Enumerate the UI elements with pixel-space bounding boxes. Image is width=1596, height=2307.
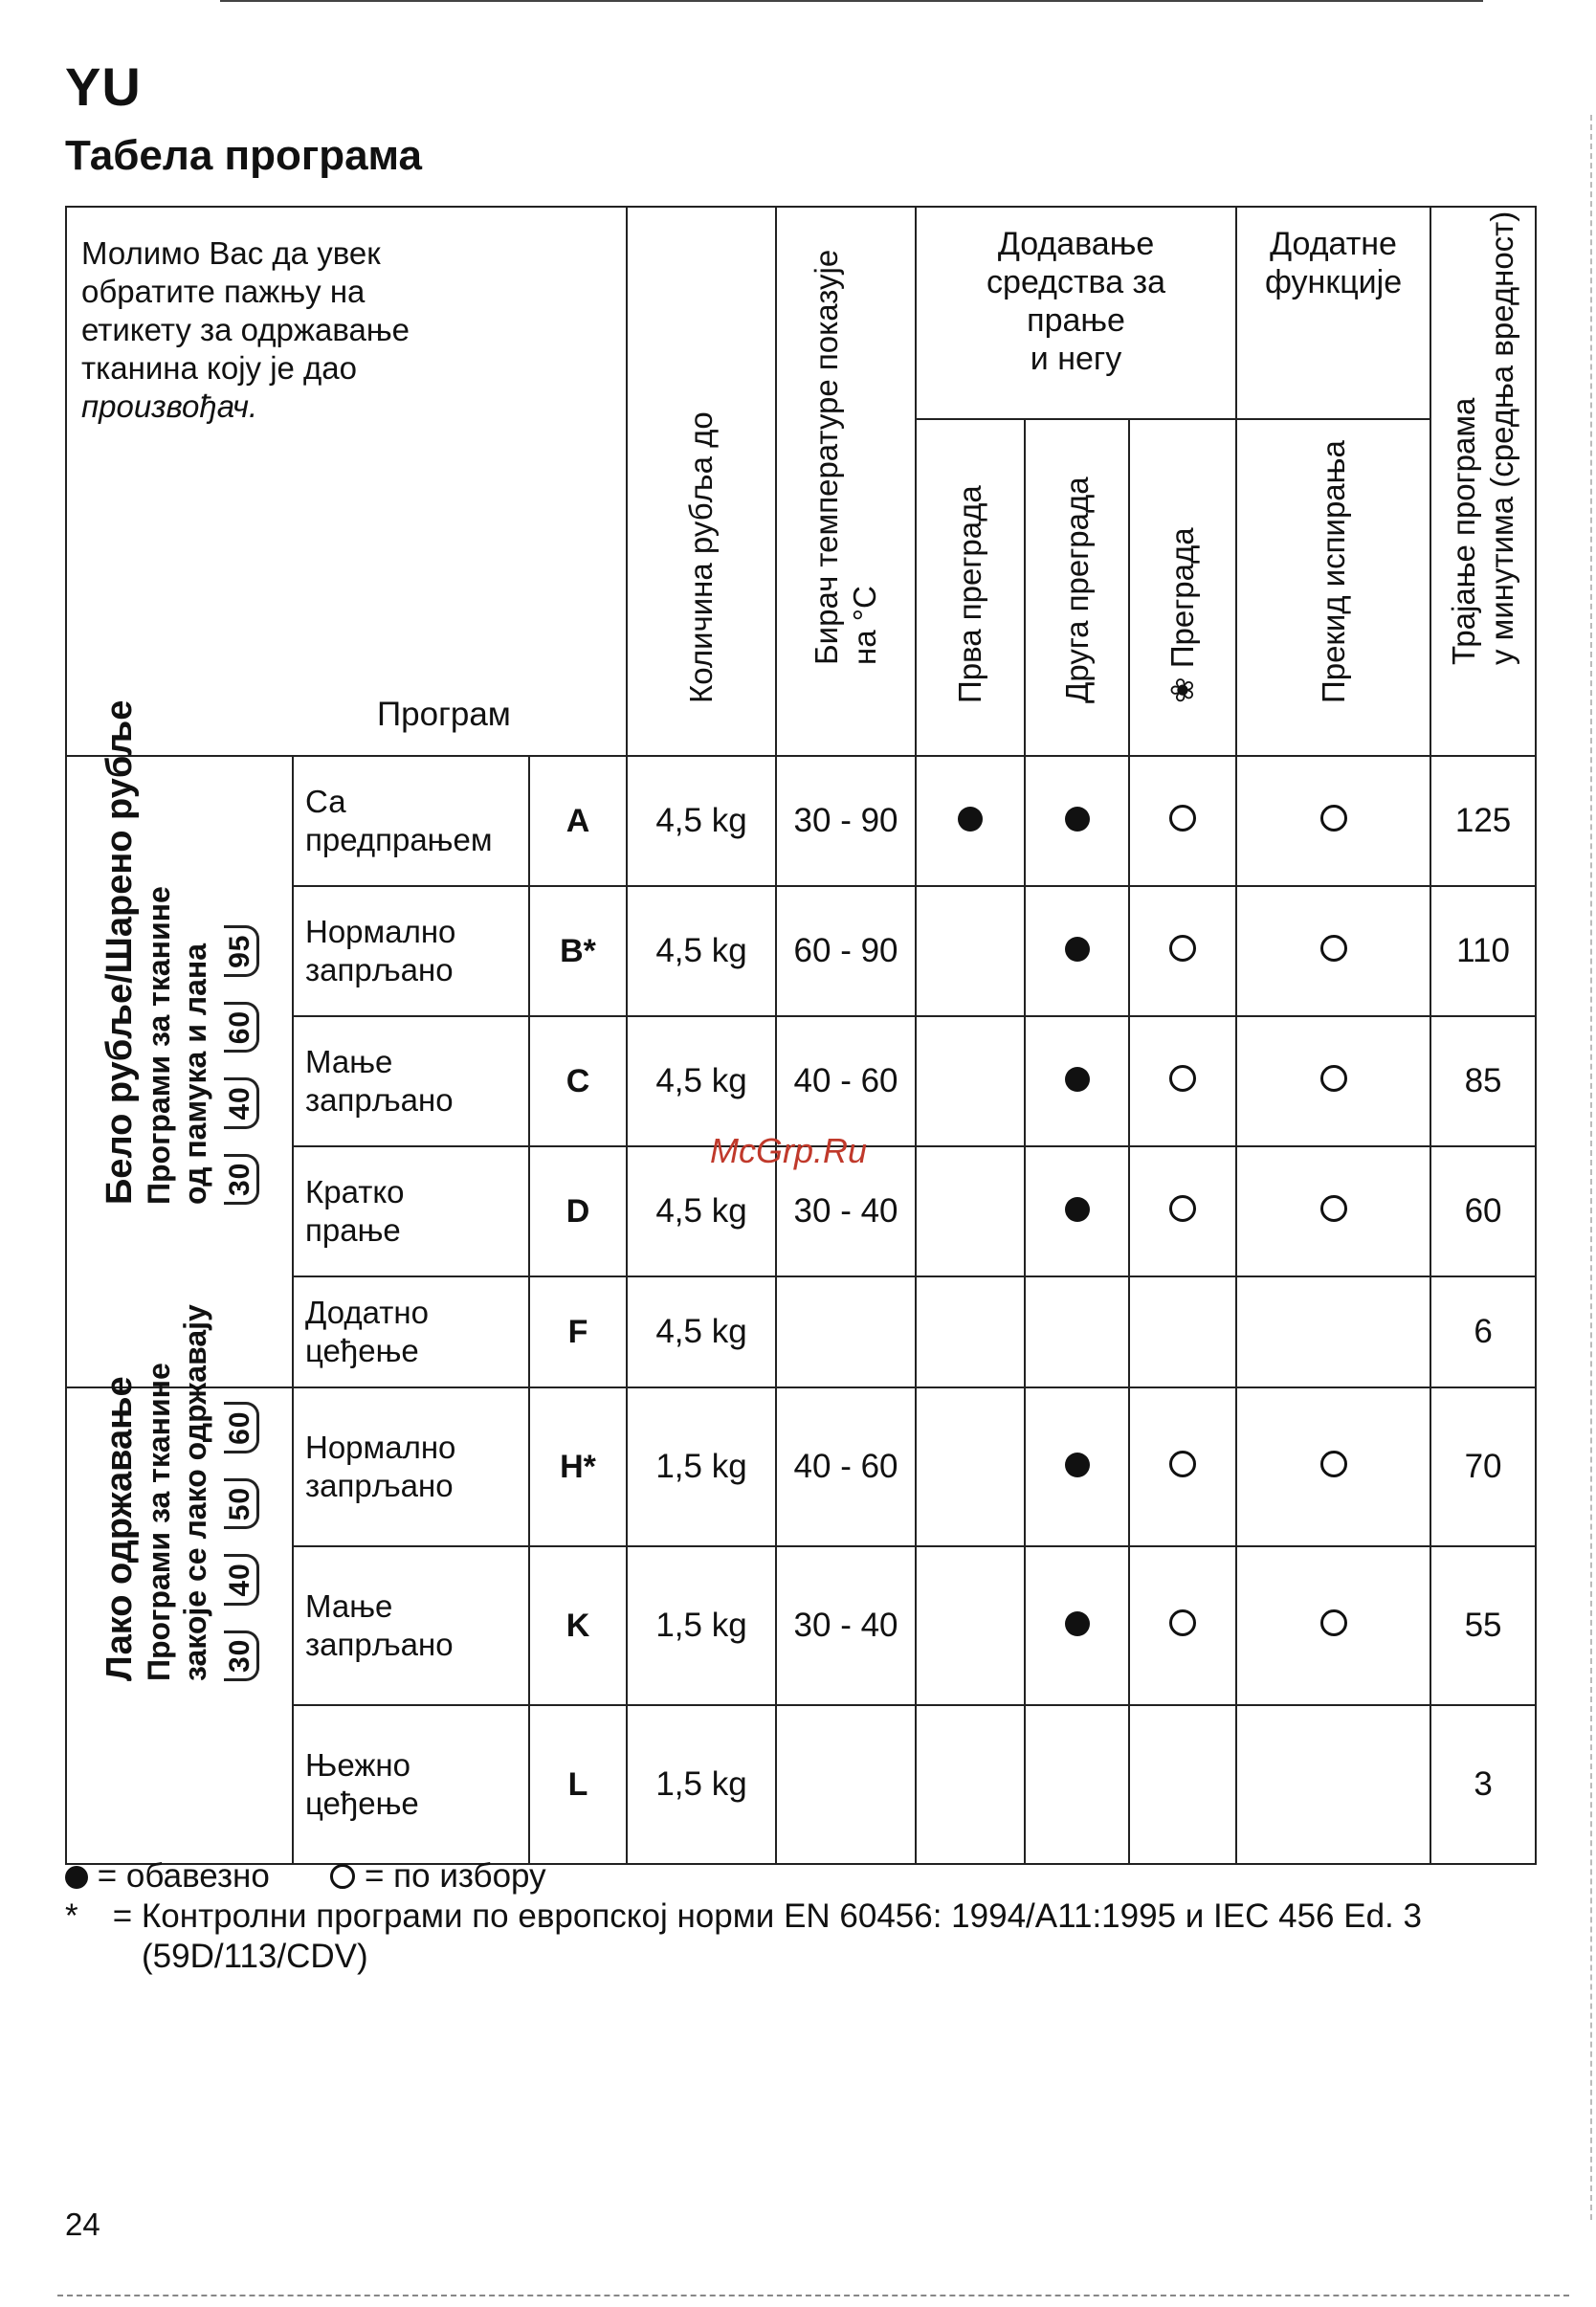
rinse-stop-cell — [1236, 1546, 1430, 1705]
mandatory-dot-icon — [1065, 1453, 1090, 1477]
duration-value: 70 — [1430, 1387, 1536, 1546]
header-compartment — [1129, 419, 1236, 756]
additives-line: Додавање — [997, 226, 1155, 262]
program-name-line: Нормално — [305, 914, 456, 949]
program-name-line: Нормално — [305, 1430, 456, 1465]
intro-line: обратите пажњу на — [81, 274, 366, 309]
program-name-line: Кратко — [305, 1174, 405, 1209]
top-rule — [220, 0, 1483, 2]
wash-tub-icon: 60 — [224, 1403, 259, 1453]
watermark-text: McGrp.Ru — [710, 1131, 868, 1170]
header-additives — [916, 207, 1236, 419]
duration-value: 110 — [1430, 886, 1536, 1016]
first-compartment-cell — [916, 1387, 1025, 1546]
wash-tub-icon: 30 — [224, 1630, 259, 1681]
temp-value: 30 - 90 — [776, 756, 916, 886]
mandatory-dot-icon — [1065, 937, 1090, 962]
second-compartment-cell — [1025, 1146, 1129, 1276]
program-name — [293, 1276, 529, 1387]
legend-star-row — [65, 1897, 1422, 1937]
program-code: D — [529, 1146, 627, 1276]
load-value: 4,5 kg — [627, 1016, 776, 1146]
group-easy-sub1: Програми за тканине — [141, 1363, 176, 1681]
program-name-line: запрљано — [305, 1468, 454, 1503]
header-duration-line2: у минутима (средња вредност) — [1484, 211, 1520, 665]
header-first — [916, 419, 1025, 756]
compartment-cell — [1129, 1387, 1236, 1546]
rinse-stop-cell — [1236, 1276, 1430, 1387]
optional-circle-icon — [1169, 935, 1196, 962]
second-compartment-cell — [1025, 886, 1129, 1016]
page-title: Табела програма — [65, 132, 422, 179]
optional-circle-icon — [1320, 935, 1347, 962]
load-value: 1,5 kg — [627, 1705, 776, 1864]
wash-tub-icon: 30 — [224, 1154, 259, 1205]
bottom-rule — [57, 2295, 1569, 2296]
first-compartment-cell — [916, 1546, 1025, 1705]
additives-line: и негу — [1030, 341, 1122, 377]
compartment-cell — [1129, 886, 1236, 1016]
page-number: 24 — [65, 2207, 100, 2242]
optional-circle-icon — [1169, 1609, 1196, 1636]
group-white-sub2: од памука и лана — [177, 943, 212, 1205]
duration-value: 55 — [1430, 1546, 1536, 1705]
wash-tub-icon: 40 — [224, 1077, 259, 1128]
wash-tub-icon: 40 — [224, 1554, 259, 1605]
header-second — [1025, 419, 1129, 756]
load-value: 4,5 kg — [627, 1276, 776, 1387]
second-compartment-cell — [1025, 1276, 1129, 1387]
header-duration-line1: Трајање програма — [1446, 397, 1482, 665]
load-value: 1,5 kg — [627, 1546, 776, 1705]
table-row — [66, 1387, 1536, 1546]
temp-value: 40 - 60 — [776, 1016, 916, 1146]
first-compartment-cell — [916, 886, 1025, 1016]
group-white-sub1: Програми за тканине — [141, 886, 176, 1205]
load-value: 4,5 kg — [627, 1146, 776, 1276]
program-code: C — [529, 1016, 627, 1146]
second-compartment-cell — [1025, 756, 1129, 886]
temp-value: 30 - 40 — [776, 1146, 916, 1276]
compartment-cell — [1129, 1276, 1236, 1387]
legend-full-label: = обавезно — [97, 1857, 270, 1895]
intro-note — [81, 234, 483, 426]
header-temp — [776, 207, 916, 756]
table-row — [66, 756, 1536, 886]
second-compartment-cell — [1025, 1387, 1129, 1546]
legend-empty-label: = по избору — [365, 1857, 546, 1895]
compartment-cell — [1129, 1546, 1236, 1705]
rinse-stop-cell — [1236, 886, 1430, 1016]
mandatory-dot-icon — [1065, 1197, 1090, 1222]
header-temp-line2: на °C — [847, 586, 883, 665]
legend-symbols-row — [65, 1856, 1422, 1897]
header-compartment-text: ❀ Преграда — [1164, 527, 1201, 703]
program-name-line: цеђење — [305, 1333, 419, 1368]
optional-circle-icon — [1320, 1195, 1347, 1222]
optional-circle-icon — [1320, 1065, 1347, 1092]
second-compartment-cell — [1025, 1546, 1129, 1705]
program-name — [293, 756, 529, 886]
program-name-line: прање — [305, 1212, 401, 1248]
optional-circle-icon — [1320, 1451, 1347, 1477]
duration-value: 3 — [1430, 1705, 1536, 1864]
program-code: H* — [529, 1387, 627, 1546]
optional-circle-icon — [1169, 1195, 1196, 1222]
header-duration — [1430, 207, 1536, 756]
intro-line: етикету за одржавање — [81, 312, 410, 347]
wash-tub-icon: 95 — [224, 926, 259, 977]
program-name — [293, 886, 529, 1016]
optional-circle-icon — [1320, 1609, 1347, 1636]
legend-star-text: = Контролни програми по европској норми EN 60456: 1994/A11:1995 и IEC 456 Ed. 3 — [112, 1897, 1422, 1935]
optional-circle-icon — [1320, 805, 1347, 832]
header-first-text: Прва преграда — [952, 485, 988, 703]
program-table — [65, 206, 1537, 1865]
duration-value: 60 — [1430, 1146, 1536, 1276]
header-load-text: Количина рубља до — [683, 411, 720, 703]
duration-value: 6 — [1430, 1276, 1536, 1387]
temp-value — [776, 1705, 916, 1864]
duration-value: 85 — [1430, 1016, 1536, 1146]
program-code: L — [529, 1705, 627, 1864]
program-name — [293, 1546, 529, 1705]
program-name-line: запрљано — [305, 1627, 454, 1662]
first-compartment-cell — [916, 1276, 1025, 1387]
header-temp-line1: Бирач температуре показује — [809, 249, 845, 665]
load-value: 1,5 kg — [627, 1387, 776, 1546]
compartment-cell — [1129, 756, 1236, 886]
additives-line: средства за — [986, 264, 1166, 300]
program-name-line: Мање — [305, 1044, 393, 1079]
load-value: 4,5 kg — [627, 886, 776, 1016]
load-value: 4,5 kg — [627, 756, 776, 886]
program-name-line: Мање — [305, 1588, 393, 1624]
intro-line: Молимо Вас да увек — [81, 235, 381, 271]
program-name-line: Њежно — [305, 1747, 410, 1783]
compartment-cell — [1129, 1146, 1236, 1276]
program-code: F — [529, 1276, 627, 1387]
header-load — [627, 207, 776, 756]
mandatory-dot-icon — [1065, 807, 1090, 832]
header-functions — [1236, 207, 1430, 419]
group-white-title: Бело рубље/Шарено рубље — [99, 699, 140, 1205]
program-name-line: Додатно — [305, 1295, 429, 1330]
header-rinse-stop — [1236, 419, 1430, 756]
rinse-stop-cell — [1236, 756, 1430, 886]
header-second-text: Друга преграда — [1058, 477, 1095, 703]
temp-value: 30 - 40 — [776, 1546, 916, 1705]
program-name-line: Са — [305, 784, 346, 819]
program-name — [293, 1705, 529, 1864]
rinse-stop-cell — [1236, 1705, 1430, 1864]
wash-symbols — [219, 1304, 261, 1681]
program-name-line: предпрањем — [305, 822, 493, 857]
temp-value: 40 - 60 — [776, 1387, 916, 1546]
wash-tub-icon: 60 — [224, 1002, 259, 1053]
legend — [65, 1856, 1422, 1977]
temp-value: 60 - 90 — [776, 886, 916, 1016]
wash-symbols — [219, 700, 261, 1205]
country-code: YU — [65, 56, 142, 117]
first-compartment-cell — [916, 1705, 1025, 1864]
group-easy — [66, 1304, 293, 1864]
wash-tub-icon: 50 — [224, 1478, 259, 1529]
mandatory-dot-icon — [65, 1866, 88, 1889]
compartment-cell — [1129, 1705, 1236, 1864]
first-compartment-cell — [916, 756, 1025, 886]
program-name-line: цеђење — [305, 1786, 419, 1821]
program-code: K — [529, 1546, 627, 1705]
first-compartment-cell — [916, 1016, 1025, 1146]
duration-value: 125 — [1430, 756, 1536, 886]
group-easy-title: Лако одржавање — [99, 1376, 140, 1681]
rinse-stop-cell — [1236, 1146, 1430, 1276]
optional-circle-icon — [330, 1864, 355, 1889]
optional-circle-icon — [1169, 1065, 1196, 1092]
program-code: B* — [529, 886, 627, 1016]
intro-line: тканина коју је дао — [81, 350, 358, 386]
program-label: Програм — [377, 696, 511, 733]
program-name — [293, 1146, 529, 1276]
mandatory-dot-icon — [958, 807, 983, 832]
legend-star: * — [65, 1897, 78, 1935]
second-compartment-cell — [1025, 1016, 1129, 1146]
functions-line: Додатне — [1270, 226, 1397, 262]
intro-cell — [66, 207, 627, 756]
program-name — [293, 1387, 529, 1546]
additives-line: прање — [1027, 302, 1125, 339]
compartment-cell — [1129, 1016, 1236, 1146]
program-name-line: запрљано — [305, 1082, 454, 1118]
program-name-line: запрљано — [305, 952, 454, 987]
program-code: A — [529, 756, 627, 886]
legend-star-text2: (59D/113/CDV) — [142, 1938, 368, 1975]
mandatory-dot-icon — [1065, 1067, 1090, 1092]
right-edge-rule — [1590, 115, 1592, 2220]
optional-circle-icon — [1169, 1451, 1196, 1477]
rinse-stop-cell — [1236, 1387, 1430, 1546]
optional-circle-icon — [1169, 805, 1196, 832]
header-rinse-stop-text: Прекид испирања — [1315, 440, 1351, 703]
first-compartment-cell — [916, 1146, 1025, 1276]
functions-line: функције — [1264, 264, 1403, 300]
mandatory-dot-icon — [1065, 1611, 1090, 1636]
temp-value — [776, 1276, 916, 1387]
rinse-stop-cell — [1236, 1016, 1430, 1146]
intro-line: произвођач. — [81, 388, 258, 424]
second-compartment-cell — [1025, 1705, 1129, 1864]
program-name — [293, 1016, 529, 1146]
group-white — [66, 699, 293, 1387]
group-easy-sub2: закоје се лако одржавају — [177, 1304, 212, 1681]
